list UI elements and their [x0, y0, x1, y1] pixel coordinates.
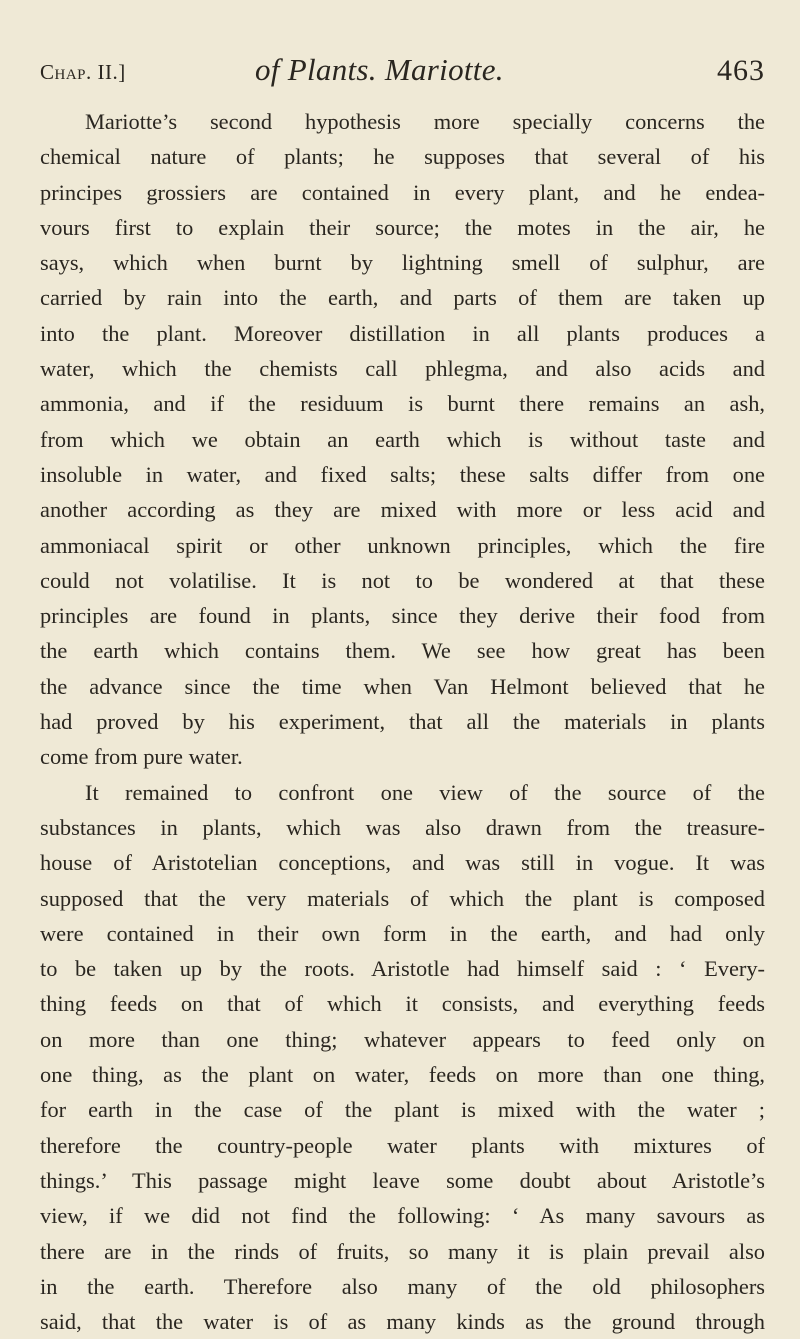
- text-line: to be taken up by the roots. Aristotle had himself said : ‘ Every-: [40, 956, 765, 982]
- text-line: principles are found in plants, since they derive their food from: [40, 603, 765, 629]
- text-line: house of Aristotelian conceptions, and was still in vogue. It was: [40, 850, 765, 876]
- text-line: water, which the chemists call phlegma, and also acids and: [40, 356, 765, 382]
- text-line: the advance since the time when Van Helmont believed that he: [40, 673, 765, 699]
- running-title: of Plants. Mariotte.: [255, 52, 504, 87]
- text-line: substances in plants, which was also drawn from the treasure-: [40, 814, 765, 840]
- text-line: were contained in their own form in the earth, and had only: [40, 920, 765, 946]
- text-line: on more than one thing; whatever appears to feed only on: [40, 1026, 765, 1052]
- text-line: there are in the rinds of fruits, so many it is plain prevail also: [40, 1238, 765, 1264]
- text-line: ammonia, and if the residuum is burnt there remains an ash,: [40, 391, 765, 417]
- text-line: principes grossiers are contained in every plant, and he endea-: [40, 179, 765, 205]
- text-line: It remained to confront one view of the source of the: [85, 779, 765, 805]
- text-line: come from pure water.: [40, 744, 243, 770]
- body-text: [40, 104, 765, 1339]
- chapter-label: Chap. II.]: [40, 60, 126, 84]
- text-line: carried by rain into the earth, and parts of them are taken up: [40, 285, 765, 311]
- text-line: another according as they are mixed with more or less acid and: [40, 497, 765, 523]
- text-line: supposed that the very materials of which the plant is composed: [40, 885, 765, 911]
- text-line: the earth which contains them. We see how great has been: [40, 638, 765, 664]
- text-line: says, which when burnt by lightning smell of sulphur, are: [40, 250, 765, 276]
- text-line: in the earth. Therefore also many of the old philosophers: [40, 1273, 765, 1299]
- text-line: vours first to explain their source; the motes in the air, he: [40, 214, 765, 240]
- text-line: said, that the water is of as many kinds as the ground through: [40, 1309, 765, 1335]
- text-line: Mariotte’s second hypothesis more specially concerns the: [85, 109, 765, 134]
- text-line: one thing, as the plant on water, feeds on more than one thing,: [40, 1062, 765, 1088]
- text-line: from which we obtain an earth which is without taste and: [40, 426, 765, 452]
- text-line: could not volatilise. It is not to be wondered at that these: [40, 567, 765, 593]
- running-head: [40, 52, 765, 100]
- text-line: therefore the country-people water plants with mixtures of: [40, 1132, 765, 1158]
- text-line: into the plant. Moreover distillation in all plants produces a: [40, 320, 765, 346]
- text-line: had proved by his experiment, that all the materials in plants: [40, 709, 765, 735]
- text-line: chemical nature of plants; he supposes that several of his: [40, 144, 765, 170]
- text-line: insoluble in water, and fixed salts; these salts differ from one: [40, 461, 765, 487]
- text-line: for earth in the case of the plant is mixed with the water ;: [40, 1097, 765, 1123]
- text-line: things.’ This passage might leave some doubt about Aristotle’s: [40, 1167, 765, 1193]
- text-line: thing feeds on that of which it consists, and everything feeds: [40, 991, 765, 1017]
- page-number: 463: [717, 54, 765, 87]
- text-line: view, if we did not find the following: ‘ As many savours as: [40, 1203, 765, 1229]
- text-line: ammoniacal spirit or other unknown principles, which the fire: [40, 532, 765, 558]
